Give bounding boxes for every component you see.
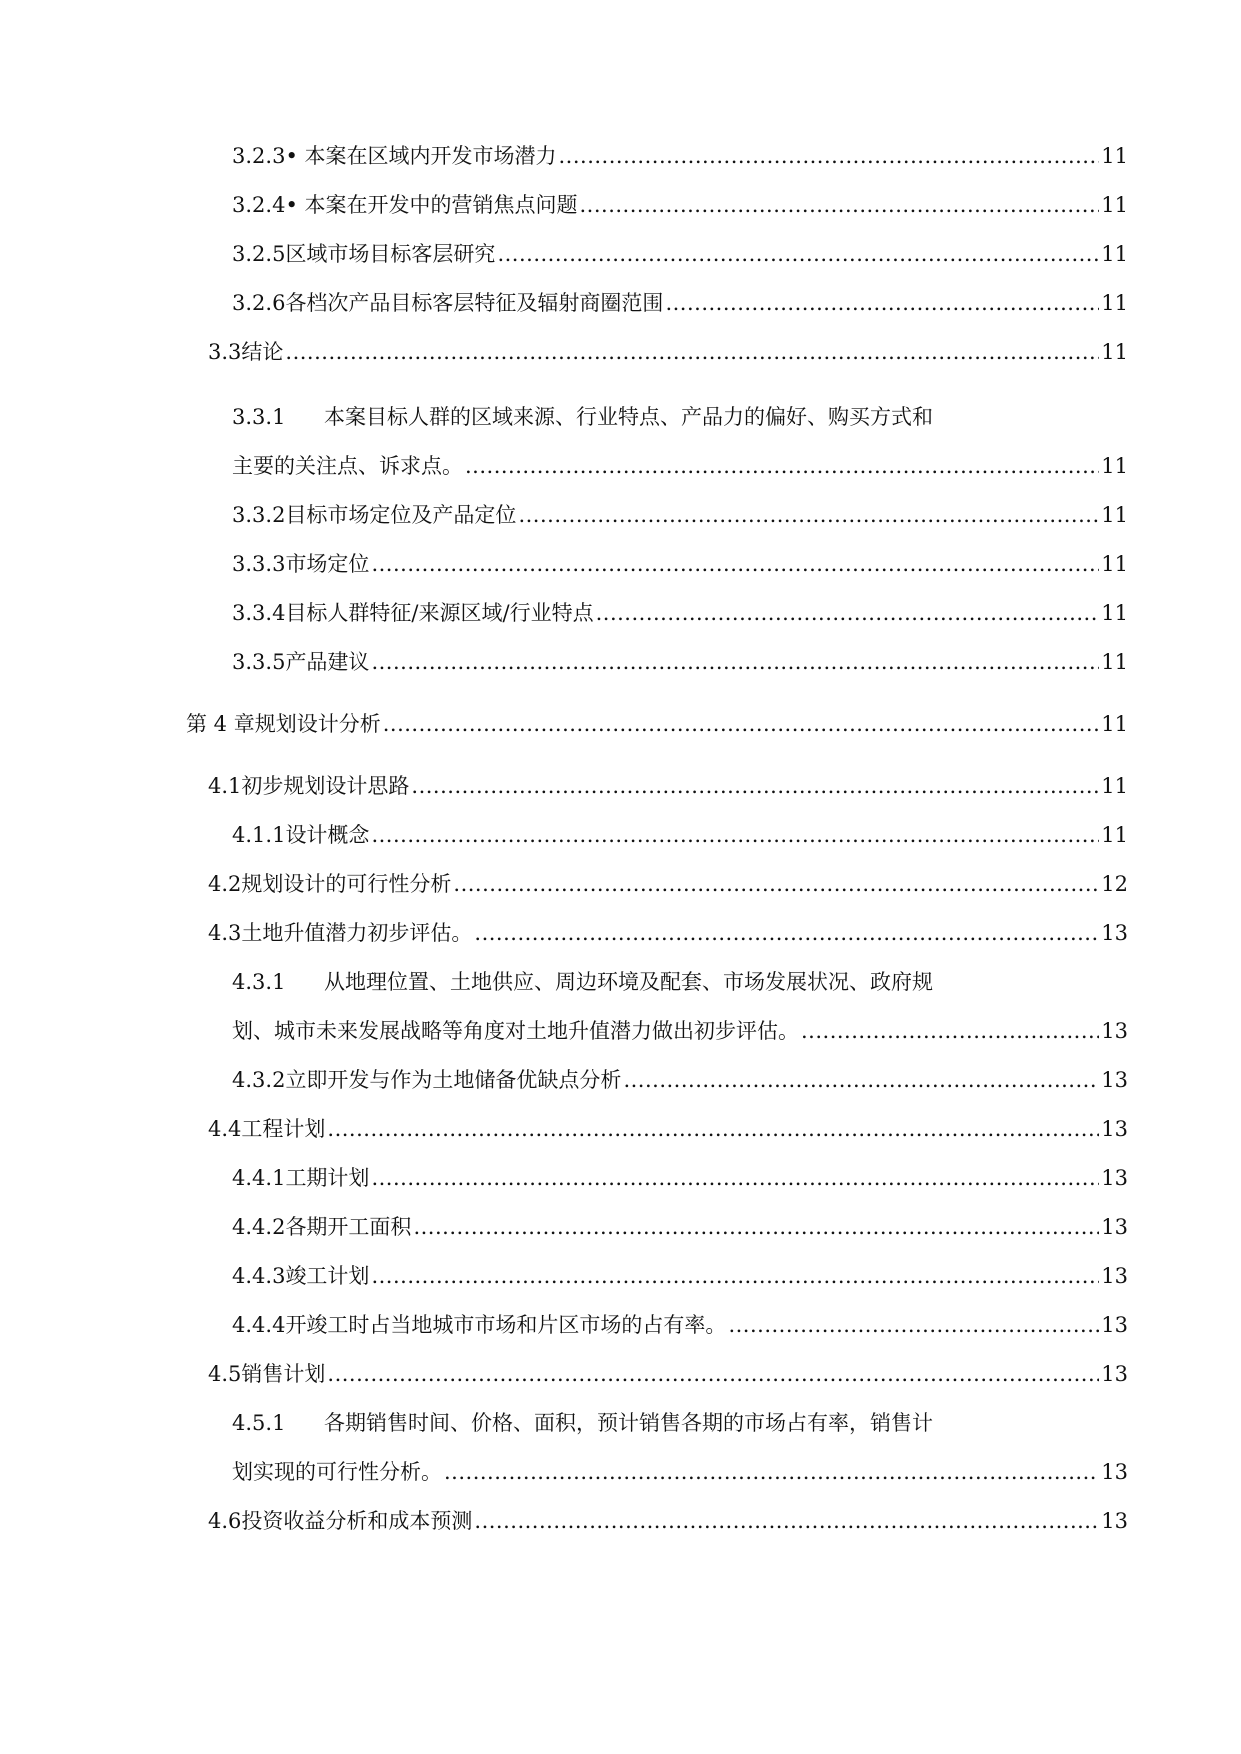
toc-entry xyxy=(232,288,1128,318)
toc-title: 目标市场定位及产品定位 xyxy=(285,503,517,527)
toc-leader xyxy=(623,1065,1099,1095)
toc-leader xyxy=(465,451,1099,481)
toc-leader xyxy=(371,647,1099,677)
toc-leader xyxy=(371,549,1099,579)
toc-title: • 本案在开发中的营销焦点问题 xyxy=(285,193,578,217)
toc-leader xyxy=(596,598,1100,628)
toc-title: 结论 xyxy=(241,340,284,364)
toc-entry-first-line xyxy=(232,1408,933,1438)
toc-title: 各期销售时间、价格、面积，预计销售各期的市场占有率，销售计 xyxy=(324,1411,933,1435)
toc-title: 竣工计划 xyxy=(285,1264,370,1288)
toc-leader xyxy=(285,337,1099,367)
toc-page-number: 11 xyxy=(1101,340,1128,364)
toc-entry xyxy=(208,869,1128,899)
toc-title: 工期计划 xyxy=(285,1166,370,1190)
toc-title: 本案目标人群的区域来源、行业特点、产品力的偏好、购买方式和 xyxy=(324,405,933,429)
toc-title-continuation: 划、城市未来发展战略等角度对土地升值潜力做出初步评估。 xyxy=(232,1019,799,1043)
toc-title: 工程计划 xyxy=(241,1117,326,1141)
toc-leader xyxy=(327,1359,1099,1389)
toc-leader xyxy=(559,141,1100,171)
toc-number: 4.4.4 xyxy=(232,1313,286,1337)
toc-number: 3.3.3 xyxy=(232,552,286,576)
toc-entry xyxy=(232,1310,1128,1340)
toc-page-number: 13 xyxy=(1101,1313,1128,1337)
toc-leader xyxy=(413,1212,1099,1242)
toc-page-number: 13 xyxy=(1101,1166,1128,1190)
toc-title: 各档次产品目标客层特征及辐射商圈范围 xyxy=(285,291,664,315)
toc-entry xyxy=(232,500,1128,530)
toc-page-number: 13 xyxy=(1101,1019,1128,1043)
toc-entry xyxy=(208,1114,1128,1144)
toc-number: 4.3.1 xyxy=(232,970,286,994)
toc-chapter-entry xyxy=(186,709,1128,739)
toc-leader xyxy=(474,918,1099,948)
toc-leader xyxy=(801,1016,1099,1046)
toc-title: 开竣工时占当地城市市场和片区市场的占有率。 xyxy=(285,1313,727,1337)
toc-leader xyxy=(728,1310,1099,1340)
toc-page-number: 11 xyxy=(1101,454,1128,478)
toc-entry xyxy=(208,771,1128,801)
toc-number: 4.5 xyxy=(208,1362,242,1386)
toc-leader xyxy=(474,1506,1099,1536)
toc-title: 销售计划 xyxy=(241,1362,326,1386)
toc-number: 4.1.1 xyxy=(232,823,286,847)
toc-entry xyxy=(232,141,1128,171)
toc-title: 土地升值潜力初步评估。 xyxy=(241,921,473,945)
toc-entry xyxy=(208,1359,1128,1389)
toc-leader xyxy=(453,869,1099,899)
toc-number: 3.3.1 xyxy=(232,405,286,429)
toc-entry xyxy=(232,1065,1128,1095)
toc-number: 3.3.2 xyxy=(232,503,286,527)
toc-title: • 本案在区域内开发市场潜力 xyxy=(285,144,557,168)
toc-number: 4.4.2 xyxy=(232,1215,286,1239)
toc-page-number: 13 xyxy=(1101,1068,1128,1092)
toc-page-number: 12 xyxy=(1101,872,1128,896)
toc-title-continuation: 主要的关注点、诉求点。 xyxy=(232,454,463,478)
toc-page-number: 11 xyxy=(1101,193,1128,217)
toc-page-number: 13 xyxy=(1101,921,1128,945)
toc-entry xyxy=(232,820,1128,850)
toc-entry-first-line xyxy=(232,967,933,997)
toc-number: 3.3 xyxy=(208,340,242,364)
toc-page-number: 11 xyxy=(1101,650,1128,674)
toc-entry xyxy=(232,1016,1128,1046)
toc-leader xyxy=(371,1261,1099,1291)
toc-leader xyxy=(383,709,1100,739)
toc-title: 初步规划设计思路 xyxy=(241,774,410,798)
toc-leader xyxy=(444,1457,1099,1487)
toc-entry xyxy=(232,1261,1128,1291)
toc-number: 4.4.3 xyxy=(232,1264,286,1288)
toc-number: 3.3.4 xyxy=(232,601,286,625)
toc-number: 4.3.2 xyxy=(232,1068,286,1092)
toc-title: 各期开工面积 xyxy=(285,1215,412,1239)
toc-title-continuation: 划实现的可行性分析。 xyxy=(232,1460,442,1484)
toc-page-number: 11 xyxy=(1101,712,1128,736)
toc-number: 4.4 xyxy=(208,1117,242,1141)
toc-title: 投资收益分析和成本预测 xyxy=(241,1509,473,1533)
toc-number: 3.2.4 xyxy=(232,193,286,217)
toc-number: 4.2 xyxy=(208,872,242,896)
toc-number: 3.2.3 xyxy=(232,144,286,168)
toc-title: 市场定位 xyxy=(285,552,370,576)
toc-entry xyxy=(208,337,1128,367)
toc-number: 第 4 章 xyxy=(186,712,255,736)
toc-entry xyxy=(232,647,1128,677)
toc-entry xyxy=(232,598,1128,628)
toc-page-number: 11 xyxy=(1101,774,1128,798)
toc-entry xyxy=(232,549,1128,579)
toc-entry xyxy=(232,1163,1128,1193)
toc-number: 3.3.5 xyxy=(232,650,286,674)
toc-number: 4.6 xyxy=(208,1509,242,1533)
toc-page-number: 11 xyxy=(1101,823,1128,847)
toc-entry xyxy=(232,1457,1128,1487)
toc-leader xyxy=(665,288,1099,318)
toc-title: 规划设计的可行性分析 xyxy=(241,872,452,896)
toc-title: 立即开发与作为土地储备优缺点分析 xyxy=(285,1068,622,1092)
toc-page-number: 13 xyxy=(1101,1117,1128,1141)
toc-number: 4.4.1 xyxy=(232,1166,286,1190)
toc-page-number: 11 xyxy=(1101,601,1128,625)
toc-title: 规划设计分析 xyxy=(254,712,381,736)
toc-title: 目标人群特征/来源区域/行业特点 xyxy=(285,601,594,625)
toc-title: 产品建议 xyxy=(285,650,370,674)
toc-page-number: 13 xyxy=(1101,1509,1128,1533)
toc-page-number: 13 xyxy=(1101,1460,1128,1484)
toc-leader xyxy=(580,190,1100,220)
toc-page-number: 13 xyxy=(1101,1264,1128,1288)
toc-page-number: 11 xyxy=(1101,552,1128,576)
toc-entry-first-line xyxy=(232,402,933,432)
toc-number: 4.5.1 xyxy=(232,1411,286,1435)
toc-page-number: 13 xyxy=(1101,1215,1128,1239)
toc-leader xyxy=(497,239,1099,269)
toc-page-number: 11 xyxy=(1101,144,1128,168)
toc-title: 从地理位置、土地供应、周边环境及配套、市场发展状况、政府规 xyxy=(324,970,933,994)
toc-title: 区域市场目标客层研究 xyxy=(285,242,496,266)
toc-page-number: 13 xyxy=(1101,1362,1128,1386)
toc-entry xyxy=(232,239,1128,269)
toc-number: 4.1 xyxy=(208,774,242,798)
toc-number: 4.3 xyxy=(208,921,242,945)
toc-leader xyxy=(371,1163,1099,1193)
toc-entry xyxy=(232,451,1128,481)
toc-page-number: 11 xyxy=(1101,503,1128,527)
toc-leader xyxy=(327,1114,1099,1144)
toc-number: 3.2.5 xyxy=(232,242,286,266)
toc-leader xyxy=(411,771,1099,801)
toc-page-number: 11 xyxy=(1101,291,1128,315)
toc-title: 设计概念 xyxy=(285,823,370,847)
toc-leader xyxy=(371,820,1099,850)
toc-entry xyxy=(232,1212,1128,1242)
toc-entry xyxy=(232,190,1128,220)
toc-leader xyxy=(518,500,1099,530)
toc-number: 3.2.6 xyxy=(232,291,286,315)
toc-entry xyxy=(208,918,1128,948)
toc-page-number: 11 xyxy=(1101,242,1128,266)
toc-entry xyxy=(208,1506,1128,1536)
